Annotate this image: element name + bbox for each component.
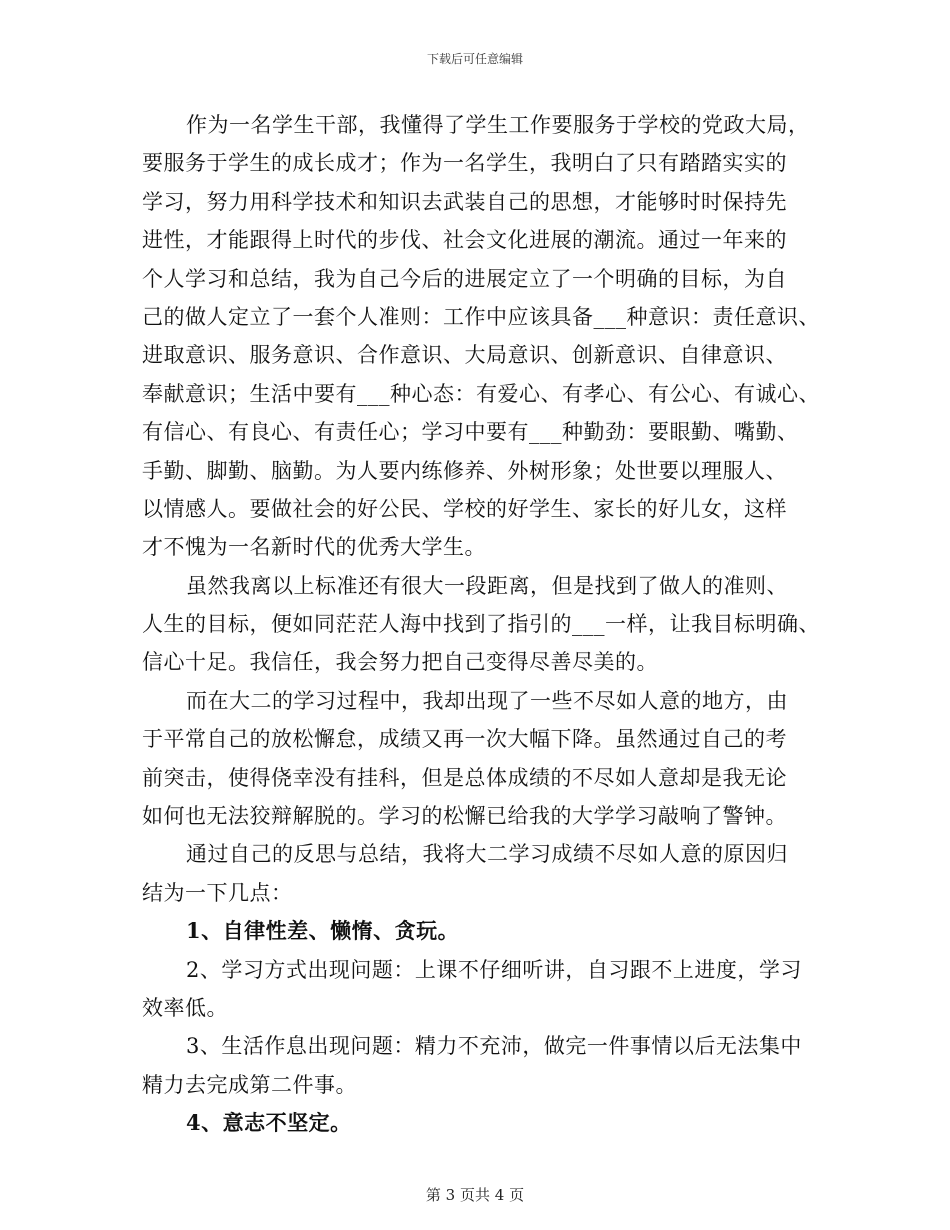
list-item (142, 912, 818, 950)
list-item-text: 精力去完成第二件事。 (142, 1072, 357, 1097)
paragraph-line: 前突击，使得侥幸没有挂科，但是总体成绩的不尽如人意却是我无论 (142, 765, 787, 790)
list-item (142, 1027, 818, 1104)
paragraph-line: 才不愧为一名新时代的优秀大学生。 (142, 535, 486, 560)
list-item-text: 3、生活作息出现问题：精力不充沛，做完一件事情以后无法集中 (186, 1034, 802, 1059)
paragraph (142, 567, 818, 682)
list-item (142, 1104, 818, 1142)
list-item-text: 4、意志不坚定。 (186, 1110, 352, 1136)
paragraph-line: 通过自己的反思与总结，我将大二学习成绩不尽如人意的原因归 (186, 842, 788, 867)
list-item-text: 1、自律性差、懒惰、贪玩。 (186, 918, 460, 944)
document-body (142, 106, 818, 1143)
paragraph (142, 682, 818, 836)
paragraph-line: 学习，努力用科学技术和知识去武装自己的思想，才能够时时保持先 (142, 189, 787, 214)
paragraph-line: 如何也无法狡辩解脱的。学习的松懈已给我的大学学习敲响了警钟。 (142, 804, 787, 829)
paragraph-line: 进取意识、服务意识、合作意识、大局意识、创新意识、自律意识、 (142, 343, 787, 368)
paragraph-line: 信心十足。我信任，我会努力把自己变得尽善尽美的。 (142, 650, 658, 675)
paragraph-line: 奉献意识；生活中要有___种心态：有爱心、有孝心、有公心、有诚心、 (142, 381, 820, 406)
paragraph-line: 有信心、有良心、有责任心；学习中要有___种勤劲：要眼勤、嘴勤、 (142, 420, 799, 445)
list-item-text: 2、学习方式出现问题：上课不仔细听讲，自习跟不上进度，学习 (186, 957, 802, 982)
paragraph-line: 于平常自己的放松懈怠，成绩又再一次大幅下降。虽然通过自己的考 (142, 727, 787, 752)
list-item (142, 951, 818, 1028)
paragraph-line: 而在大二的学习过程中，我却出现了一些不尽如人意的地方，由 (186, 688, 788, 713)
paragraph (142, 835, 818, 912)
paragraph-line: 手勤、脚勤、脑勤。为人要内练修养、外树形象；处世要以理服人、 (142, 458, 787, 483)
paragraph-line: 己的做人定立了一套个人准则：工作中应该具备___种意识：责任意识、 (142, 304, 820, 329)
paragraph (142, 106, 818, 567)
paragraph-line: 个人学习和总结，我为自己今后的进展定立了一个明确的目标，为自 (142, 266, 787, 291)
paragraph-line: 以情感人。要做社会的好公民、学校的好学生、家长的好儿女，这样 (142, 496, 787, 521)
paragraph-line: 人生的目标，便如同茫茫人海中找到了指引的___一样，让我目标明确、 (142, 612, 820, 637)
paragraph-line: 进性，才能跟得上时代的步伐、社会文化进展的潮流。通过一年来的 (142, 228, 787, 253)
paragraph-line: 虽然我离以上标准还有很大一段距离，但是找到了做人的准则、 (186, 573, 788, 598)
page-header: 下载后可任意编辑 (426, 52, 523, 66)
paragraph-line: 结为一下几点： (142, 880, 293, 905)
list-item-text: 效率低。 (142, 995, 228, 1020)
page-footer: 第 3 页共 4 页 (425, 1186, 525, 1204)
paragraph-line: 要服务于学生的成长成才；作为一名学生，我明白了只有踏踏实实的 (142, 151, 787, 176)
paragraph-line: 作为一名学生干部，我懂得了学生工作要服务于学校的党政大局， (186, 113, 810, 137)
